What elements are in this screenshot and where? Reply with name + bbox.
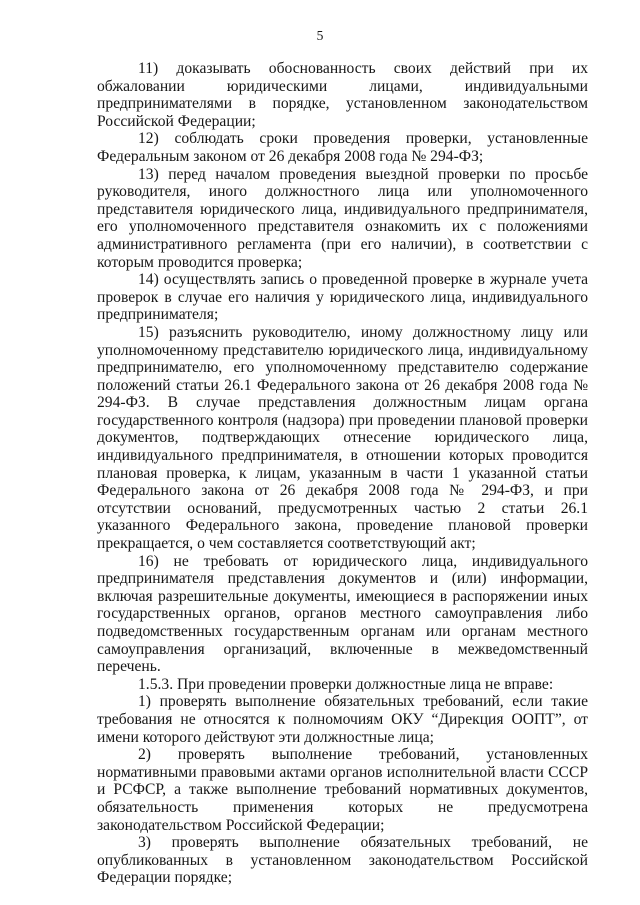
paragraph-item-16: 16) не требовать от юридического лица, индивидуального предпринимателя представления документов и (или) информации, включая разрешительные документы, имеющиеся в распоряжении иных государственных органов, органов местного самоуправления либо подведомственных государственным органам или органам местного самоуправления организаций, включенные в межведомственный перечень. (97, 552, 588, 676)
prohibition-item-3: 3) проверять выполнение обязательных требований, не опубликованных в установленном законодательством Российской Федерации порядке; (97, 834, 588, 887)
paragraph-item-15: 15) разъяснить руководителю, иному должностному лицу или уполномоченному представителю юридического лица, индивидуальному предпринимателю, его уполномоченному представителю содержание положений статьи 26.1 Федерального закона от 26 декабря 2008 года № 294-ФЗ. В случае представления должностным лицам органа государственного контроля (надзора) при проведении плановой проверки документов, подтверждающих отнесение юридического лица, индивидуального предпринимателя, в отношении которых проводится плановая проверка, к лицам, указанным в части 1 указанной статьи Федерального закона от 26 декабря 2008 года № 294-ФЗ, и при отсутствии оснований, предусмотренных частью 2 статьи 26.1 указанного Федерального закона, проведение плановой проверки прекращается, о чем составляется соответствующий акт; (97, 323, 588, 553)
paragraph-item-11: 11) доказывать обоснованность своих действий при их обжаловании юридическими лицами, индивидуальными предпринимателями в порядке, установленном законодательством Российской Федерации; (97, 60, 588, 130)
paragraph-item-12: 12) соблюдать сроки проведения проверки, установленные Федеральным законом от 26 декабря 2008 года № 294-ФЗ; (97, 130, 588, 165)
paragraph-item-14: 14) осуществлять запись о проведенной проверке в журнале учета проверок в случае его наличия у юридического лица, индивидуального предпринимателя; (97, 271, 588, 324)
page-number: 5 (316, 28, 324, 43)
document-body (97, 60, 588, 887)
section-heading-1-5-3: 1.5.3. При проведении проверки должностные лица не вправе: (138, 675, 554, 693)
prohibition-item-2: 2) проверять выполнение требований, установленных нормативными правовыми актами органов исполнительной власти СССР и РСФСР, а также выполнение требований нормативных документов, обязательность применения которых не предусмотрена законодательством Российской Федерации; (97, 746, 588, 834)
prohibition-item-1: 1) проверять выполнение обязательных требований, если такие требования не относятся к полномочиям ОКУ “Дирекция ООПТ”, от имени которого действуют эти должностные лица; (97, 693, 588, 746)
paragraph-item-13: 13) перед началом проведения выездной проверки по просьбе руководителя, иного должностного лица или уполномоченного представителя юридического лица, индивидуального предпринимателя, его уполномоченного представителя ознакомить их с положениями административного регламента (при его наличии), в соответствии с которым проводится проверка; (97, 165, 588, 271)
